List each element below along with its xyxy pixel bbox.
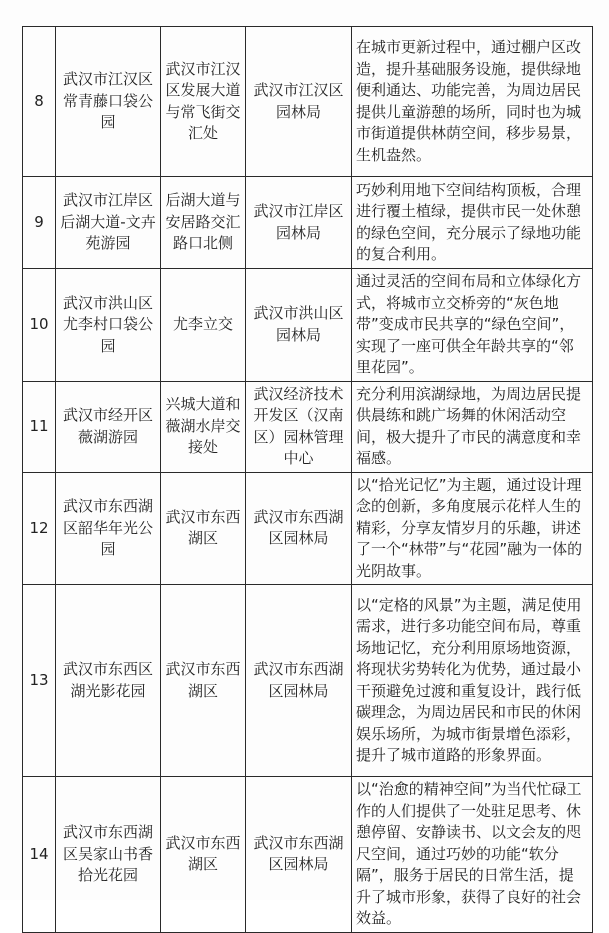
park-name: 武汉市东西湖区韶华年光公园	[56, 472, 161, 585]
table-row	[23, 381, 593, 472]
park-location: 武汉市东西湖区	[161, 777, 246, 933]
park-description: 以“定格的风景”为主题，满足使用需求，进行多功能空间布局，尊重场地记忆，充分利用原场地资源，将现状劣势转化为优势，通过最小干预避免过渡和重复设计，践行低碳理念，为周边居民和市民的休闲娱乐场所，为城市街景增色添彩，提升了城市道路的形象界面。	[352, 585, 593, 777]
park-name: 武汉市江汉区常青藤口袋公园	[56, 27, 161, 177]
park-description: 以“治愈的精神空间”为当代忙碌工作的人们提供了一处驻足思考、休憩停留、安静读书、以文会友的咫尺空间，通过巧妙的功能“软分隔”，服务于居民的日常生活，提升了城市形象，获得了良好的社会效益。	[352, 777, 593, 933]
park-location: 武汉市东西湖区	[161, 585, 246, 777]
park-name: 武汉市江岸区后湖大道-文卉苑游园	[56, 177, 161, 269]
table-row	[23, 27, 593, 177]
managing-unit: 武汉市江汉区园林局	[246, 27, 352, 177]
park-location: 兴城大道和薇湖水岸交接处	[161, 381, 246, 472]
table-row	[23, 585, 593, 777]
managing-unit: 武汉市东西湖区园林局	[246, 472, 352, 585]
table-row	[23, 777, 593, 933]
table-row	[23, 269, 593, 382]
row-number: 12	[23, 472, 56, 585]
park-description: 通过灵活的空间布局和立体绿化方式，将城市立交桥旁的“灰色地带”变成市民共享的“绿色空间”，实现了一座可供全年龄共享的“邻里花园”。	[352, 269, 593, 382]
table-row	[23, 177, 593, 269]
park-location: 后湖大道与安居路交汇路口北侧	[161, 177, 246, 269]
managing-unit: 武汉市东西湖区园林局	[246, 777, 352, 933]
park-name: 武汉市洪山区尤李村口袋公园	[56, 269, 161, 382]
row-number: 11	[23, 381, 56, 472]
row-number: 9	[23, 177, 56, 269]
park-location: 尤李立交	[161, 269, 246, 382]
managing-unit: 武汉经济技术开发区（汉南区）园林管理中心	[246, 381, 352, 472]
row-number: 14	[23, 777, 56, 933]
table-row	[23, 472, 593, 585]
park-description: 充分利用滨湖绿地，为周边居民提供晨练和跳广场舞的休闲活动空间，极大提升了市民的满意度和幸福感。	[352, 381, 593, 472]
park-name: 武汉市东西区湖光影花园	[56, 585, 161, 777]
park-description: 在城市更新过程中，通过棚户区改造，提升基础服务设施，提供绿地便利通达、功能完善，为周边居民提供儿童游憩的场所，同时也为城市街道提供林荫空间，移步易景，生机盎然。	[352, 27, 593, 177]
row-number: 13	[23, 585, 56, 777]
park-location: 武汉市东西湖区	[161, 472, 246, 585]
park-description: 以“拾光记忆”为主题，通过设计理念的创新，多角度展示花样人生的精彩，分享友情岁月的乐趣，讲述了一个“林带”与“花园”融为一体的光阴故事。	[352, 472, 593, 585]
managing-unit: 武汉市洪山区园林局	[246, 269, 352, 382]
park-name: 武汉市经开区薇湖游园	[56, 381, 161, 472]
pocket-park-table	[22, 26, 593, 933]
row-number: 8	[23, 27, 56, 177]
park-location: 武汉市江汉区发展大道与常飞街交汇处	[161, 27, 246, 177]
managing-unit: 武汉市江岸区园林局	[246, 177, 352, 269]
row-number: 10	[23, 269, 56, 382]
managing-unit: 武汉市东西湖区园林局	[246, 585, 352, 777]
park-name: 武汉市东西湖区吴家山书香拾光花园	[56, 777, 161, 933]
park-description: 巧妙利用地下空间结构顶板，合理进行覆土植绿，提供市民一处休憩的绿色空间，充分展示了绿地功能的复合利用。	[352, 177, 593, 269]
